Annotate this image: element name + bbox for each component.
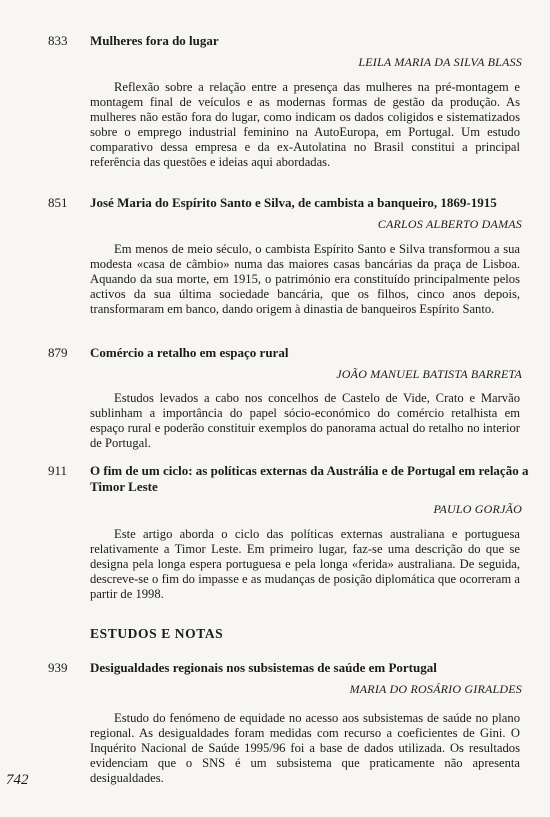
page-number: 742 bbox=[6, 772, 29, 788]
article-author: PAULO GORJÃO bbox=[433, 502, 522, 516]
article-author: LEILA MARIA DA SILVA BLASS bbox=[358, 55, 522, 69]
note-page-number: 939 bbox=[48, 660, 68, 675]
article-page-number: 851 bbox=[48, 195, 68, 210]
article-page-number: 911 bbox=[48, 463, 68, 478]
article-author: JOÃO MANUEL BATISTA BARRETA bbox=[336, 367, 522, 381]
article-author: CARLOS ALBERTO DAMAS bbox=[377, 217, 522, 231]
note-title: Desigualdades regionais nos subsistemas de saúde em Portugal bbox=[90, 660, 437, 675]
note-abstract: Estudo do fenómeno de equidade no acesso aos subsistemas de saúde no plano regional. As desigualdades foram medidas com recurso a coeficientes de Gini. O Inquérito Nacional de Saúde 1995/96 foi a base de dados utilizada. Os resultados evidenciam que o SNS é um subsistema que praticamente não apresenta desigualdades. bbox=[90, 711, 520, 785]
article-abstract: Estudos levados a cabo nos concelhos de Castelo de Vide, Crato e Marvão sublinham a importância do papel sócio-económico do comércio retalhista em espaço rural e poderão constituir exemplos do panorama actual do retalho no interior de Portugal. bbox=[90, 391, 520, 450]
article-page-number: 833 bbox=[48, 33, 68, 48]
section-heading: ESTUDOS E NOTAS bbox=[90, 626, 224, 641]
article-abstract: Este artigo aborda o ciclo das políticas externas australiana e portuguesa relativamente a Timor Leste. Em primeiro lugar, faz-se uma descrição do que se designa pela longa espera portuguesa e pela longa «ferida» australiana. De seguida, descreve-se o fim do impasse e as mudanças de posição diplomática que ocorreram a partir de 1998. bbox=[90, 527, 520, 601]
article-abstract: Em menos de meio século, o cambista Espírito Santo e Silva transformou a sua modesta «casa de câmbio» numa das maiores casas bancárias da praça de Lisboa. Aquando da sua morte, em 1915, o património era constituído principalmente pelos activos da sua última sociedade bancária, que os filhos, cinco anos depois, transformaram em banco, dando origem à dinastia de banqueiros Espírito Santo. bbox=[90, 242, 520, 316]
article-title: O fim de um ciclo: as políticas externas da Austrália e de Portugal em relação a Timor Leste bbox=[90, 463, 529, 494]
article-title: José Maria do Espírito Santo e Silva, de cambista a banqueiro, 1869-1915 bbox=[90, 195, 497, 210]
article-title: Mulheres fora do lugar bbox=[90, 33, 219, 48]
note-author: MARIA DO ROSÁRIO GIRALDES bbox=[349, 682, 522, 696]
article-title: Comércio a retalho em espaço rural bbox=[90, 345, 289, 360]
article-abstract: Reflexão sobre a relação entre a presença das mulheres na pré-montagem e montagem final de veículos e as modernas formas de gestão da produção. As mulheres não estão fora do lugar, como indicam os dados coligidos e sistematizados sobre o emprego industrial feminino na AutoEuropa, em Portugal. Um estudo comparativo dessa empresa e da ex-Autolatina no Brasil constitui a principal referência das questões e ideias aqui abordadas. bbox=[90, 80, 520, 169]
article-page-number: 879 bbox=[48, 345, 68, 360]
